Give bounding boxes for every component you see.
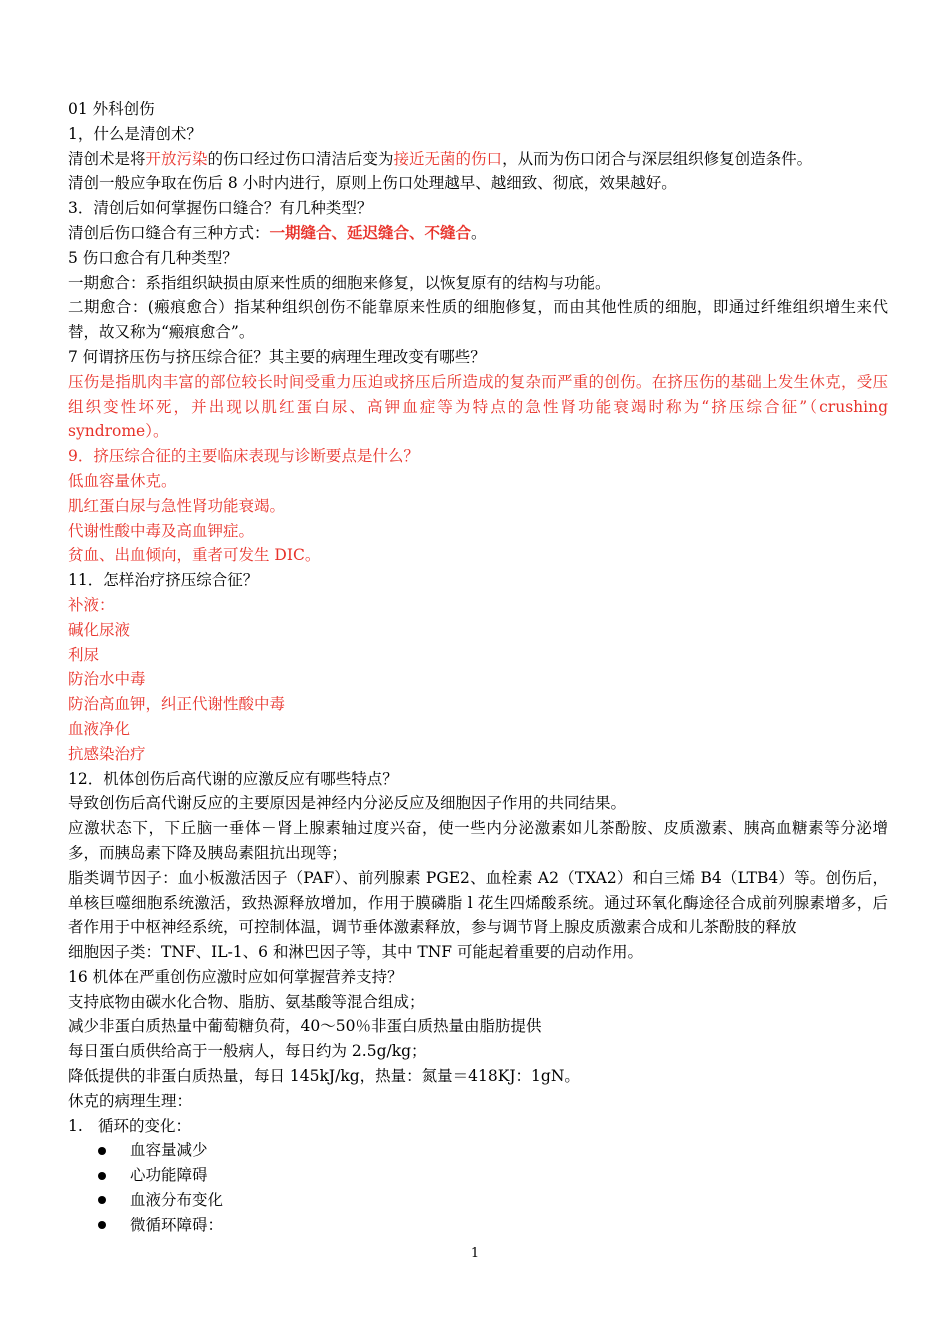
answer-12b: 应激状态下，下丘脑一垂体－肾上腺素轴过度兴奋，使一些内分泌激素如儿茶酚胺、皮质激素、胰高血糖素等分泌增多，而胰岛素下降及胰岛素阻抗出现等；	[68, 819, 888, 862]
answer-11-item: 利尿	[68, 645, 100, 664]
answer-7: 压伤是指肌肉丰富的部位较长时间受重力压迫或挤压后所造成的复杂而严重的创伤。在挤压伤的基础上发生休克，受压组织变性坏死，并出现以肌红蛋白尿、高钾血症等为特点的急性肾功能衰竭时称为“挤压综合征”（crushing syndrome）。	[68, 372, 888, 441]
answer-9-item: 低血容量休克。	[68, 471, 177, 490]
bullet-icon	[98, 1147, 106, 1155]
list-number: 1.	[68, 1116, 83, 1135]
bullet-icon	[98, 1196, 106, 1204]
answer-16-item: 每日蛋白质供给高于一般病人，每日约为 2.5g/kg；	[68, 1042, 427, 1061]
answer-1: 清创术是将开放污染的伤口经过伤口清洁后变为接近无菌的伤口，从而为伤口闭合与深层组织修复创造条件。	[68, 149, 813, 168]
document-page	[68, 97, 888, 1238]
question-11: 11．怎样治疗挤压综合征？	[68, 571, 259, 590]
answer-11-item: 血液净化	[68, 719, 131, 738]
question-5: 5 伤口愈合有几种类型？	[68, 248, 238, 267]
question-1: 1，什么是清创术？	[68, 124, 202, 143]
answer-9-item: 贫血、出血倾向，重者可发生 DIC。	[68, 546, 321, 565]
highlight-open-contaminated: 开放污染	[145, 149, 208, 168]
shock-title: 休克的病理生理：	[68, 1091, 193, 1110]
answer-1b: 清创一般应争取在伤后 8 小时内进行，原则上伤口处理越早、越细致、彻底，效果越好。	[68, 174, 677, 193]
answer-16-item: 减少非蛋白质热量中葡萄糖负荷，40～50％非蛋白质热量由脂肪提供	[68, 1017, 542, 1036]
question-7: 7 何谓挤压伤与挤压综合征？其主要的病理生理改变有哪些？	[68, 347, 486, 366]
answer-16-item: 降低提供的非蛋白质热量，每日 145kJ/kg，热量：氮量＝418KJ：1gN。	[68, 1067, 580, 1086]
answer-5b: 二期愈合：(瘢痕愈合）指某种组织创伤不能靠原来性质的细胞修复，而由其他性质的细胞，即通过纤维组织增生来代替，故又称为“瘢痕愈合”。	[68, 298, 888, 342]
question-12: 12．机体创伤后高代谢的应激反应有哪些特点？	[68, 769, 398, 788]
answer-12c: 脂类调节因子：血小板激活因子（PAF）、前列腺素 PGE2、血栓素 A2（TXA2）和白三烯 B4（LTB4）等。创伤后，单核巨噬细胞系统激活，致热源释放增加，作用于膜磷脂 l 花生四烯酸系统。通过环氧化酶途径合成前列腺素增多，后者作用于中枢神经系统，可控制体温，调节垂体激素释放，参与调节肾上腺皮质激素合成和儿茶酚肢的释放	[68, 868, 888, 937]
answer-11-item: 碱化尿液	[68, 620, 131, 639]
highlight-near-sterile: 接近无菌的伤口	[393, 149, 503, 168]
list-item: 心功能障碍	[68, 1163, 888, 1188]
bullet-icon	[98, 1221, 106, 1229]
question-9: 9．挤压综合征的主要临床表现与诊断要点是什么？	[68, 447, 419, 466]
answer-11-item: 补液：	[68, 595, 115, 614]
answer-9-item: 肌红蛋白尿与急性肾功能衰竭。	[68, 496, 286, 515]
answer-16-item: 支持底物由碳水化合物、脂肪、氨基酸等混合组成；	[68, 992, 425, 1011]
answer-3: 清创后伤口缝合有三种方式：一期缝合、延迟缝合、不缝合。	[68, 222, 487, 242]
question-16: 16 机体在严重创伤应激时应如何掌握营养支持？	[68, 967, 403, 986]
answer-11-item: 防治水中毒	[68, 670, 146, 689]
list-item: 血液分布变化	[68, 1188, 888, 1213]
list-item: 微循环障碍：	[68, 1213, 888, 1238]
answer-11-item: 抗感染治疗	[68, 744, 146, 763]
numbered-heading	[68, 1114, 888, 1139]
doc-title: 01 外科创伤	[68, 100, 155, 118]
answer-9-item: 代谢性酸中毒及高血钾症。	[68, 521, 255, 540]
question-3: 3．清创后如何掌握伤口缝合？有几种类型？	[68, 199, 373, 218]
answer-12a: 导致创伤后高代谢反应的主要原因是神经内分泌反应及细胞因子作用的共同结果。	[68, 794, 627, 813]
answer-12d: 细胞因子类：TNF、IL-1、6 和淋巴因子等，其中 TNF 可能起着重要的启动作用。	[68, 943, 643, 962]
answer-5a: 一期愈合：系指组织缺损由原来性质的细胞来修复，以恢复原有的结构与功能。	[68, 273, 611, 292]
bullet-icon	[98, 1172, 106, 1180]
answer-11-item: 防治高血钾，纠正代谢性酸中毒	[68, 695, 286, 714]
circulation-title: 循环的变化：	[98, 1116, 192, 1135]
page-number: 1	[470, 1246, 480, 1261]
highlight-suture-types: 一期缝合、延迟缝合、不缝合	[269, 222, 472, 242]
list-item: 血容量减少	[68, 1138, 888, 1163]
